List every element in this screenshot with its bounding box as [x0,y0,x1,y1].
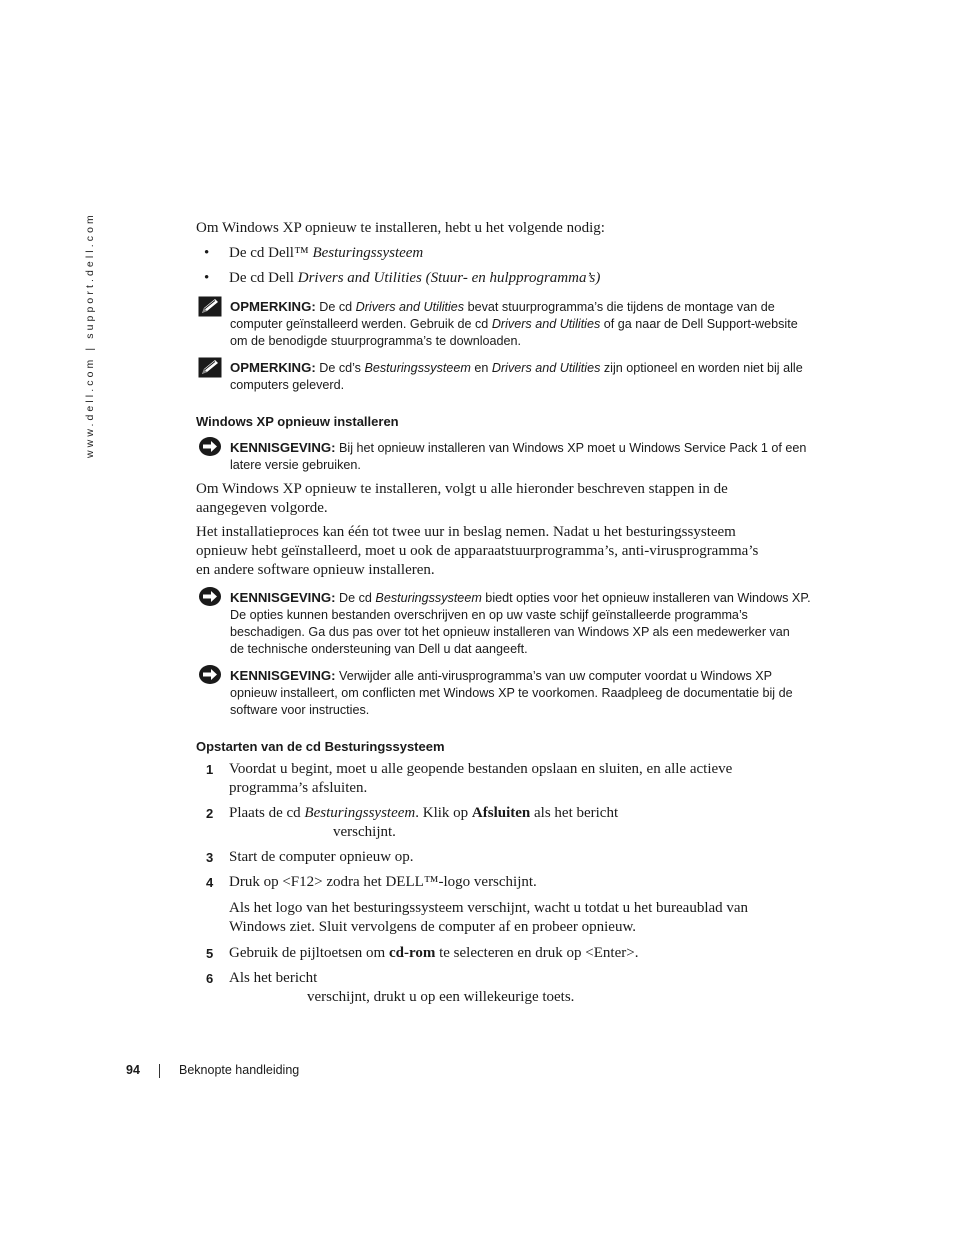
footer-title: Beknopte handleiding [179,1063,300,1077]
note-drivers-utilities: OPMERKING: De cd Drivers and Utilities bevat stuurprogramma’s die tijdens de montage van de computer geïnstalleerd werden. Gebruik de cd Drivers and Utilities of ga naar de Dell Support-website om de benodigde stuurprogramma’s te downloaden. [230,299,798,348]
step-4-text: Druk op <F12> zodra het DELL™-logo verschijnt. [229,874,537,890]
step-5-text: Gebruik de pijltoetsen om cd-rom te selecteren en druk op <Enter>. [229,945,639,961]
step-number: 3 [206,850,214,865]
notice-arrow-icon [198,586,222,607]
sidebar-url: www.dell.com | support.dell.com [84,212,96,458]
step-number: 1 [206,762,214,777]
paragraph-steps-order: Om Windows XP opnieuw te installeren, volgt u alle hieronder beschreven stappen in de aangegeven volgorde. [196,481,728,516]
section-heading-boot-cd: Opstarten van de cd Besturingssysteem [196,739,445,754]
bullet-item-os-cd: De cd Dell™ Besturingssysteem [229,245,424,261]
step-number: 6 [206,971,214,986]
page-number: 94 [126,1063,140,1077]
note-pencil-icon [198,357,222,378]
step-1-text: Voordat u begint, moet u alle geopende bestanden opslaan en sluiten, en alle actieve programma’s afsluiten. [229,761,733,796]
notice-antivirus: KENNISGEVING: Verwijder alle anti-virusprogramma’s van uw computer voordat u Windows XP opnieuw installeert, om conflicten met Windows XP te voorkomen. Raadpleeg de documentatie bij de software voor instructies. [230,668,793,717]
notice-arrow-icon [198,664,222,685]
notice-arrow-icon [198,436,222,457]
step-2-text: Plaats de cd Besturingssysteem. Klik op Afsluiten als het bericht verschijnt. [229,805,619,840]
step-number: 4 [206,875,214,890]
bullet-marker: • [204,245,210,261]
paragraph-install-duration: Het installatieproces kan één tot twee uur in beslag nemen. Nadat u het besturingssysteem opnieuw hebt geïnstalleerd, moet u ook de apparaatstuurprogramma’s, anti-virusprogramma’s en andere software opnieuw installeren. [196,524,759,578]
section-heading-reinstall: Windows XP opnieuw installeren [196,414,399,429]
step-number: 2 [206,806,214,821]
step-number: 5 [206,946,214,961]
bullet-item-drivers-cd: De cd Dell Drivers and Utilities (Stuur- en hulpprogramma’s) [229,270,601,286]
note-optional-cds: OPMERKING: De cd’s Besturingssysteem en Drivers and Utilities zijn optioneel en worden niet bij alle computers geleverd. [230,360,803,392]
step-6-text: Als het bericht verschijnt, drukt u op een willekeurige toets. [229,970,575,1005]
footer-divider [159,1064,160,1078]
intro-text: Om Windows XP opnieuw te installeren, hebt u het volgende nodig: [196,220,605,236]
notice-overwrite-files: KENNISGEVING: De cd Besturingssysteem biedt opties voor het opnieuw installeren van Windows XP. De opties kunnen bestanden overschrijven en op uw vaste schijf geïnstalleerde programma’s beschadigen. Ga dus pas over tot het opnieuw installeren van Windows XP als een medewerker van de technische ondersteuning van Dell u dat aangeeft. [230,590,811,656]
note-pencil-icon [198,296,222,317]
step-3-text: Start de computer opnieuw op. [229,849,414,865]
bullet-marker: • [204,270,210,286]
notice-service-pack: KENNISGEVING: Bij het opnieuw installeren van Windows XP moet u Windows Service Pack 1 of een latere versie gebruiken. [230,440,807,472]
step-4-subtext: Als het logo van het besturingssysteem verschijnt, wacht u totdat u het bureaublad van Windows ziet. Sluit vervolgens de computer af en probeer opnieuw. [229,900,749,935]
